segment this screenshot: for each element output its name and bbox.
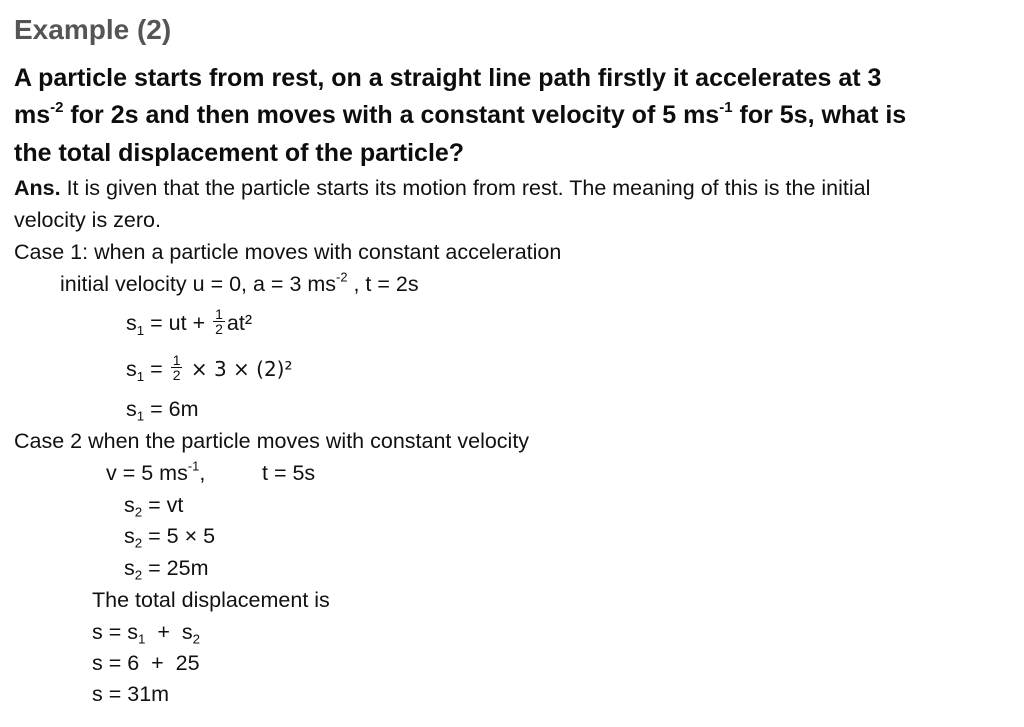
numerator: 1 bbox=[172, 352, 181, 368]
equation-text: = 5 × 5 bbox=[142, 524, 216, 548]
given-text: , bbox=[199, 461, 206, 485]
equation-text: × 3 × (2)² bbox=[184, 357, 293, 382]
subscript: 2 bbox=[134, 567, 143, 583]
symbol: s bbox=[126, 357, 137, 382]
fraction bbox=[171, 353, 183, 382]
denominator: 2 bbox=[215, 321, 223, 337]
subscript: 2 bbox=[192, 631, 201, 647]
case1-given bbox=[60, 269, 419, 297]
equation-text: = 25m bbox=[142, 556, 209, 580]
question-line-1: A particle starts from rest, on a straight line path firstly it accelerates at 3 bbox=[14, 64, 882, 92]
exponent: -1 bbox=[187, 458, 200, 474]
equation-text: at² bbox=[226, 311, 252, 336]
exponent: -1 bbox=[719, 98, 733, 116]
fraction bbox=[213, 307, 225, 336]
subscript: 1 bbox=[136, 408, 145, 424]
symbol: s bbox=[126, 397, 137, 421]
exponent: -2 bbox=[50, 98, 64, 116]
equation-text: + s bbox=[145, 620, 193, 644]
question-line-3: the total displacement of the particle? bbox=[14, 139, 465, 167]
equation-text: = bbox=[144, 357, 169, 382]
case2-given bbox=[106, 458, 206, 486]
case1-heading: Case 1: when a particle moves with constant acceleration bbox=[14, 240, 562, 264]
total-equation-1 bbox=[92, 620, 200, 645]
case2-given-time: t = 5s bbox=[262, 461, 316, 485]
case2-equation-2 bbox=[124, 524, 215, 549]
question-text: for 2s and then moves with a constant velocity of 5 ms bbox=[63, 101, 720, 129]
case2-equation-3 bbox=[124, 556, 209, 581]
question-line-2 bbox=[14, 98, 907, 130]
equation-text: s = s bbox=[92, 620, 139, 644]
answer-text: It is given that the particle starts its motion from rest. The meaning of this is the initial bbox=[60, 176, 871, 200]
symbol: s bbox=[124, 556, 135, 580]
subscript: 2 bbox=[134, 535, 143, 551]
symbol: s bbox=[124, 524, 135, 548]
total-equation-2: s = 6 + 25 bbox=[92, 651, 200, 675]
question-text: for 5s, what is bbox=[732, 101, 907, 129]
given-text: , t = 2s bbox=[347, 272, 419, 296]
given-text: v = 5 ms bbox=[106, 461, 188, 485]
case2-heading: Case 2 when the particle moves with constant velocity bbox=[14, 429, 530, 453]
answer-line-1 bbox=[14, 176, 870, 201]
subscript: 2 bbox=[134, 504, 143, 520]
subscript: 1 bbox=[138, 631, 146, 647]
total-equation-3: s = 31m bbox=[92, 682, 170, 706]
symbol: s bbox=[124, 493, 135, 517]
equation-text: = 6m bbox=[144, 397, 199, 421]
numerator: 1 bbox=[215, 306, 223, 322]
subscript: 1 bbox=[136, 322, 145, 338]
case1-equation-1 bbox=[126, 306, 252, 339]
case1-equation-3 bbox=[126, 397, 199, 422]
question-text: ms bbox=[14, 101, 51, 129]
symbol: s bbox=[126, 311, 137, 336]
answer-line-2: velocity is zero. bbox=[14, 208, 161, 232]
case1-equation-2 bbox=[126, 352, 293, 385]
equation-text: = vt bbox=[142, 493, 184, 517]
exponent: -2 bbox=[336, 269, 348, 285]
case2-equation-1 bbox=[124, 493, 183, 518]
equation-text: = ut + bbox=[144, 311, 212, 336]
total-heading: The total displacement is bbox=[92, 588, 330, 612]
denominator: 2 bbox=[172, 367, 181, 383]
example-title: Example (2) bbox=[14, 14, 172, 45]
given-text: initial velocity u = 0, a = 3 ms bbox=[60, 272, 337, 296]
answer-label: Ans. bbox=[14, 176, 61, 200]
subscript: 1 bbox=[136, 368, 145, 384]
